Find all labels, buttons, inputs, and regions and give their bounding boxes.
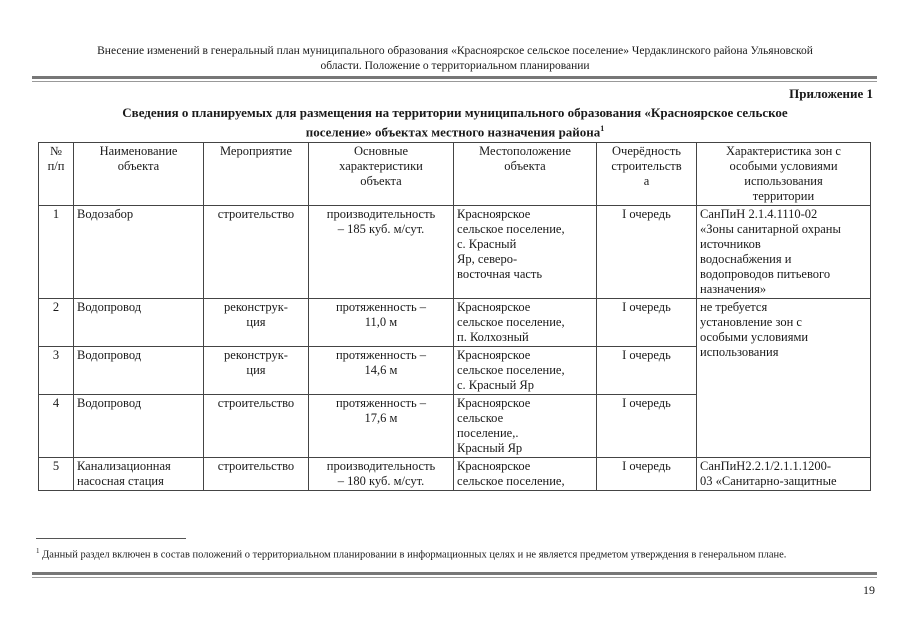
cell-name: Водопровод xyxy=(74,347,204,395)
table-row xyxy=(39,458,871,491)
cell-chars: производительность – 180 куб. м/сут. xyxy=(309,458,454,491)
cell-chars: протяженность – 17,6 м xyxy=(309,395,454,458)
cell-location: Красноярское сельское поселение,. Красный Яр xyxy=(454,395,597,458)
header-rule-thin xyxy=(32,81,877,82)
cell-num: 5 xyxy=(39,458,74,491)
header-order: Очерёдность строительств а xyxy=(597,143,697,206)
footnote-separator xyxy=(36,538,186,539)
title-line-2 xyxy=(40,121,870,140)
header-location: Местоположение объекта xyxy=(454,143,597,206)
cell-num: 3 xyxy=(39,347,74,395)
document-title xyxy=(40,105,870,140)
table-row xyxy=(39,206,871,299)
cell-order: I очередь xyxy=(597,299,697,347)
cell-name: Канализационная насосная стация xyxy=(74,458,204,491)
cell-order: I очередь xyxy=(597,206,697,299)
objects-table xyxy=(38,142,871,491)
cell-action: реконструк- ция xyxy=(204,347,309,395)
cell-location: Красноярское сельское поселение, п. Колхозный xyxy=(454,299,597,347)
table-header-row xyxy=(39,143,871,206)
header-line-1: Внесение изменений в генеральный план муниципального образования «Красноярское сельское поселение» Чердаклинского района Ульяновской xyxy=(97,45,813,57)
header-zones: Характеристика зон с особыми условиями использования территории xyxy=(697,143,871,206)
footnote xyxy=(36,544,874,563)
cell-name: Водопровод xyxy=(74,299,204,347)
title-footnote-mark: 1 xyxy=(600,124,605,133)
page-header xyxy=(40,44,870,74)
cell-chars: протяженность – 11,0 м xyxy=(309,299,454,347)
header-num: № п/п xyxy=(39,143,74,206)
header-line-2: области. Положение о территориальном планировании xyxy=(320,60,590,72)
cell-zones-merged: не требуется установление зон с особыми условиями использования xyxy=(697,299,871,458)
title-line-2-text: поселение» объектах местного назначения района xyxy=(305,124,601,140)
appendix-label: Приложение 1 xyxy=(789,86,873,101)
cell-zones: СанПиН2.2.1/2.1.1.1200- 03 «Санитарно-защитные xyxy=(697,458,871,491)
cell-name: Водозабор xyxy=(74,206,204,299)
header-chars: Основные характеристики объекта xyxy=(309,143,454,206)
cell-order: I очередь xyxy=(597,395,697,458)
cell-order: I очередь xyxy=(597,458,697,491)
title-line-1: Сведения о планируемых для размещения на территории муниципального образования «Красноярское сельское xyxy=(122,105,788,120)
cell-chars: производительность – 185 куб. м/сут. xyxy=(309,206,454,299)
cell-action: реконструк- ция xyxy=(204,299,309,347)
cell-action: строительство xyxy=(204,395,309,458)
cell-zones: СанПиН 2.1.4.1110-02 «Зоны санитарной охраны источников водоснабжения и водопроводов питьевого назначения» xyxy=(697,206,871,299)
cell-action: строительство xyxy=(204,458,309,491)
footer-rule xyxy=(32,572,877,575)
table-row xyxy=(39,299,871,347)
footnote-text: Данный раздел включен в состав положений о территориальном планировании в информационных целях и не является предметом утверждения в генеральном плане. xyxy=(39,549,787,561)
cell-num: 2 xyxy=(39,299,74,347)
cell-num: 1 xyxy=(39,206,74,299)
header-rule xyxy=(32,76,877,79)
footer-rule-thin xyxy=(32,577,877,578)
cell-location: Красноярское сельское поселение, xyxy=(454,458,597,491)
cell-num: 4 xyxy=(39,395,74,458)
cell-location: Красноярское сельское поселение, с. Красный Яр, северо- восточная часть xyxy=(454,206,597,299)
cell-order: I очередь xyxy=(597,347,697,395)
header-action: Мероприятие xyxy=(204,143,309,206)
cell-action: строительство xyxy=(204,206,309,299)
cell-name: Водопровод xyxy=(74,395,204,458)
page-number: 19 xyxy=(863,583,875,597)
header-name: Наименование объекта xyxy=(74,143,204,206)
cell-chars: протяженность – 14,6 м xyxy=(309,347,454,395)
cell-location: Красноярское сельское поселение, с. Красный Яр xyxy=(454,347,597,395)
footnote-mark: 1 xyxy=(36,547,40,555)
